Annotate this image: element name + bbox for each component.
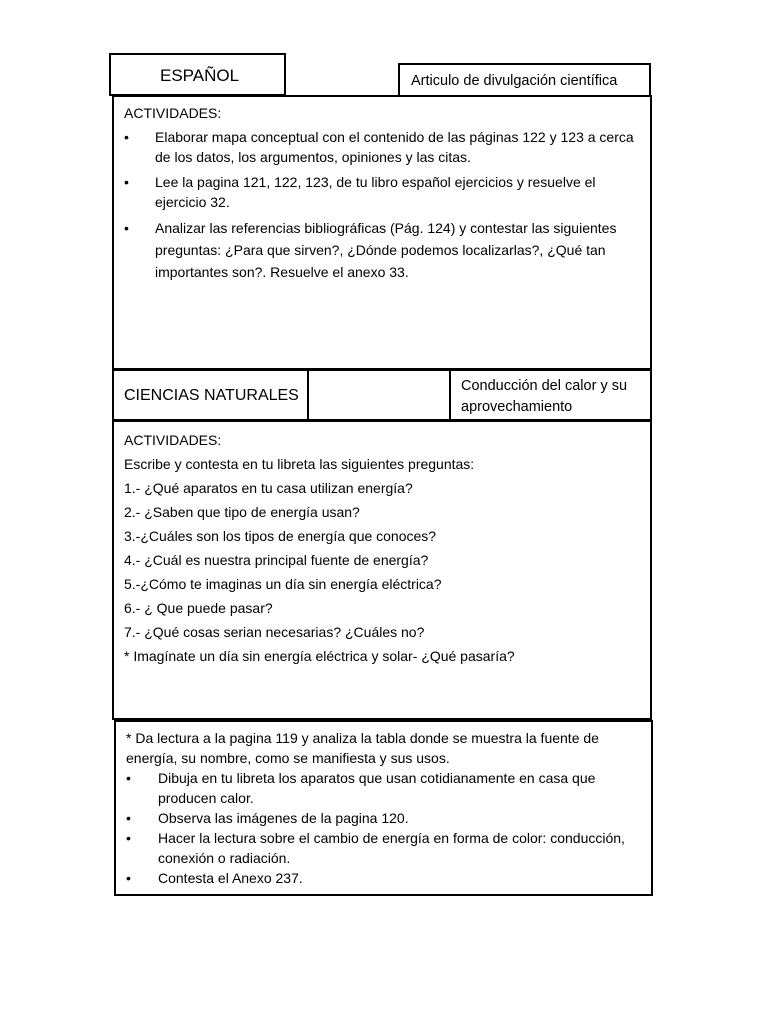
ciencias-topic-box (449, 369, 652, 421)
list-item: • Dibuja en tu libreta los aparatos que usan cotidianamente en casa que producen calor. (126, 768, 641, 808)
question-item: 6.- ¿ Que puede pasar? (124, 600, 273, 616)
ciencias-activities-heading: ACTIVIDADES: (124, 432, 222, 448)
ciencias-topic-label: Conducción del calor y su aprovechamiento (461, 378, 628, 415)
espanol-topic-box (398, 63, 651, 98)
espanol-topic-label: Articulo de divulgación científica (411, 73, 618, 89)
list-item: • Observa las imágenes de la pagina 120. (126, 808, 641, 828)
list-item: • Contesta el Anexo 237. (126, 868, 641, 888)
espanol-activities-heading: ACTIVIDADES: (124, 105, 222, 121)
list-item: • Hacer la lectura sobre el cambio de energía en forma de color: conducción, conexión o radiación. (126, 828, 641, 868)
ciencias-intro: Escribe y contesta en tu libreta las siguientes preguntas: (124, 456, 475, 472)
espanol-subject-label: ESPAÑOL (160, 66, 240, 85)
extra-activities-list (126, 768, 641, 888)
list-item: • Elaborar mapa conceptual con el contenido de las páginas 122 y 123 a cerca de los datos, los argumentos, opiniones y las citas. (124, 127, 640, 167)
list-item: • Analizar las referencias bibliográficas (Pág. 124) y contestar las siguientes preguntas: ¿Para que sirven?, ¿Dónde podemos localizarlas?, ¿Qué tan importantes son?. Resuelve el anexo 33. (124, 217, 640, 283)
question-item: 7.- ¿Qué cosas serian necesarias? ¿Cuáles no? (124, 624, 425, 640)
list-item: • Lee la pagina 121, 122, 123, de tu libro español ejercicios y resuelve el ejercicio 32. (124, 172, 640, 212)
ciencias-subject-box (112, 369, 309, 421)
question-item: 2.- ¿Saben que tipo de energía usan? (124, 504, 360, 520)
question-item: 4.- ¿Cuál es nuestra principal fuente de energía? (124, 552, 429, 568)
ciencias-subject-label: CIENCIAS NATURALES (124, 387, 299, 404)
question-item: 1.- ¿Qué aparatos en tu casa utilizan energía? (124, 480, 413, 496)
espanol-activities-box (112, 95, 652, 370)
question-item: 3.-¿Cuáles son los tipos de energía que conoces? (124, 528, 437, 544)
question-item: 5.-¿Cómo te imaginas un día sin energía eléctrica? (124, 576, 442, 592)
question-item: * Imagínate un día sin energía eléctrica y solar- ¿Qué pasaría? (124, 648, 515, 664)
ciencias-activities-box (112, 420, 652, 720)
extra-activities-box (114, 720, 653, 896)
espanol-activities-list (124, 127, 640, 283)
ciencias-empty-box (307, 369, 451, 421)
espanol-subject-box (109, 53, 286, 96)
extra-intro: * Da lectura a la pagina 119 y analiza la tabla donde se muestra la fuente de energía, su nombre, como se manifiesta y sus usos. (126, 730, 599, 766)
